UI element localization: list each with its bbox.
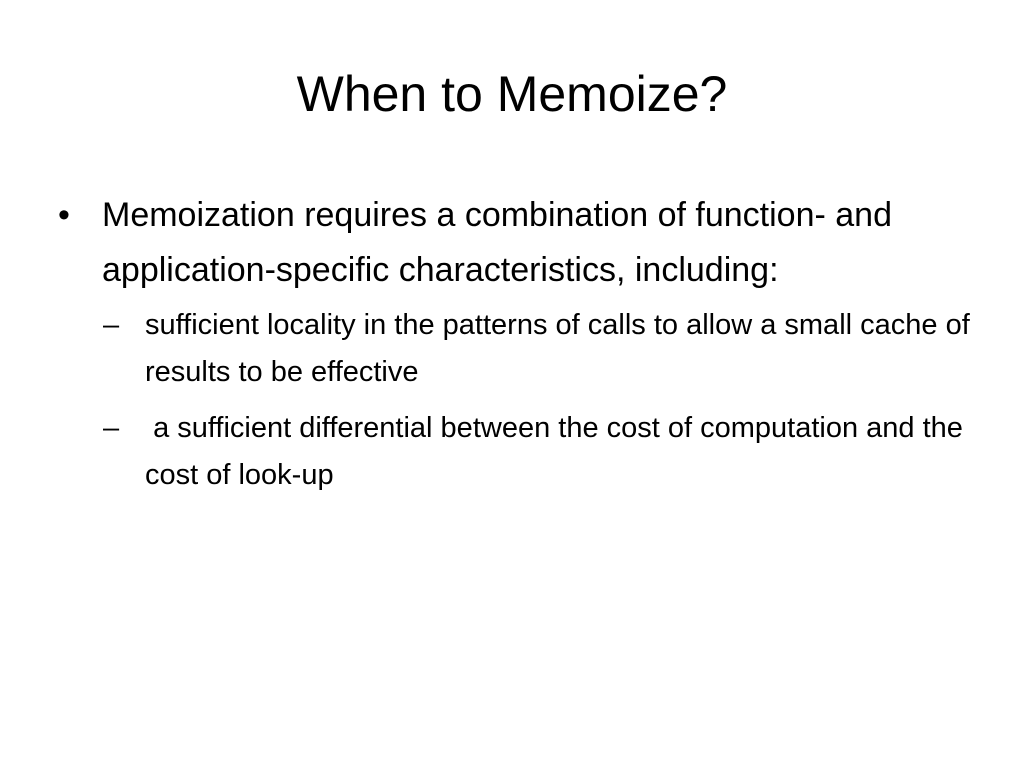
- bullet-marker: •: [58, 196, 70, 234]
- dash-marker: –: [103, 309, 120, 341]
- sub-bullet-item: [102, 405, 976, 499]
- bullet-item: [56, 188, 976, 298]
- slide-title: When to Memoize?: [296, 66, 728, 122]
- bullet-text: Memoization requires a combination of function- and application-specific characteristics, including:: [102, 196, 892, 289]
- sub-bullet-text: a sufficient differential between the cost of computation and the cost of look-up: [145, 412, 971, 491]
- dash-marker: –: [103, 412, 120, 444]
- slide-content: [56, 188, 976, 508]
- sub-bullet-text: sufficient locality in the patterns of calls to allow a small cache of results to be effective: [145, 309, 970, 388]
- sub-bullet-list: [56, 302, 976, 499]
- sub-bullet-item: [102, 302, 976, 396]
